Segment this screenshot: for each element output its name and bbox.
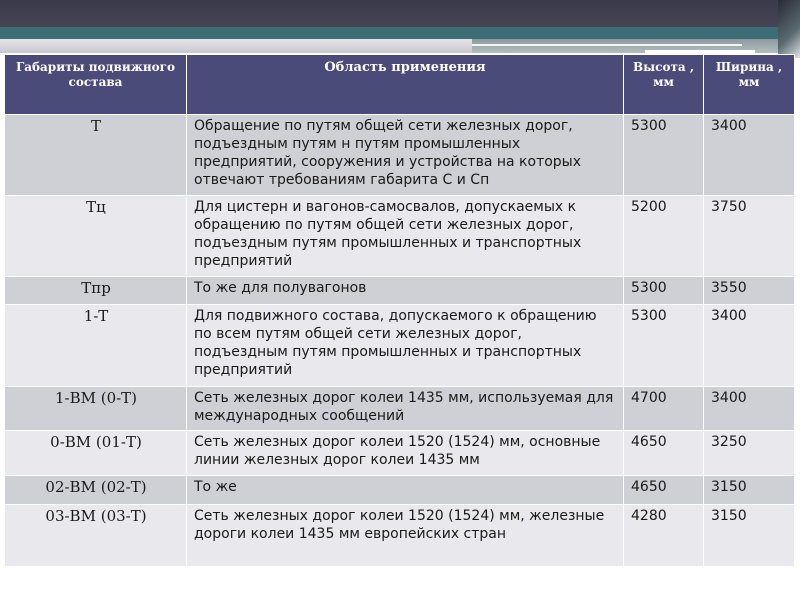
gauge-table	[4, 54, 795, 567]
gauge-code-cell: 1-ВМ (0-Т)	[5, 387, 187, 431]
application-area-cell: Для подвижного состава, допускаемого к обращению по всем путям общей сети железных дорог, подъездным путям промышленных и транспортных предприятий	[187, 305, 624, 387]
height-cell: 5300	[624, 115, 704, 196]
slide-corner-decoration	[778, 0, 800, 58]
width-cell: 3400	[704, 387, 795, 431]
table-row	[5, 277, 795, 305]
header-width: Ширина , мм	[704, 55, 795, 115]
width-cell: 3250	[704, 431, 795, 476]
width-cell: 3750	[704, 196, 795, 277]
height-cell: 4650	[624, 431, 704, 476]
application-area-cell: Сеть железных дорог колеи 1435 мм, используемая для международных сообщений	[187, 387, 624, 431]
header-application-area: Область применения	[187, 55, 624, 115]
header-height: Высота , мм	[624, 55, 704, 115]
slide-teal-band	[0, 27, 800, 39]
table-row	[5, 431, 795, 476]
application-area-cell: То же	[187, 476, 624, 505]
table-row	[5, 305, 795, 387]
slide-grey-band-left	[0, 39, 472, 53]
table-row	[5, 196, 795, 277]
application-area-cell: Сеть железных дорог колеи 1520 (1524) мм, железные дороги колеи 1435 мм европейских стран	[187, 505, 624, 567]
gauge-code-cell: Тц	[5, 196, 187, 277]
gauge-code-cell: Т	[5, 115, 187, 196]
application-area-cell: Сеть железных дорог колеи 1520 (1524) мм, основные линии железных дорог колеи 1435 мм	[187, 431, 624, 476]
gauge-code-cell: 0-ВМ (01-Т)	[5, 431, 187, 476]
gauge-code-cell: 03-ВМ (03-Т)	[5, 505, 187, 567]
application-area-cell: Обращение по путям общей сети железных дорог, подъездным путям н путям промышленных предприятий, сооружения и устройства на которых отвечают требованиям габарита С и Сп	[187, 115, 624, 196]
slide-accent-line	[472, 44, 742, 46]
table-row	[5, 476, 795, 505]
gauge-code-cell: Тпр	[5, 277, 187, 305]
width-cell: 3400	[704, 115, 795, 196]
gauge-code-cell: 1-Т	[5, 305, 187, 387]
height-cell: 4700	[624, 387, 704, 431]
slide-top-band	[0, 0, 800, 27]
height-cell: 5200	[624, 196, 704, 277]
table-row	[5, 115, 795, 196]
header-gauge: Габариты подвижного состава	[5, 55, 187, 115]
height-cell: 5300	[624, 277, 704, 305]
height-cell: 4650	[624, 476, 704, 505]
application-area-cell: Для цистерн и вагонов-самосвалов, допускаемых к обращению по путям общей сети железных дорог, подъездным путям промышленных и транспортных предприятий	[187, 196, 624, 277]
application-area-cell: То же для полувагонов	[187, 277, 624, 305]
table-header-row	[5, 55, 795, 115]
width-cell: 3150	[704, 505, 795, 567]
table-row	[5, 505, 795, 567]
width-cell: 3550	[704, 277, 795, 305]
height-cell: 5300	[624, 305, 704, 387]
width-cell: 3150	[704, 476, 795, 505]
gauge-code-cell: 02-ВМ (02-Т)	[5, 476, 187, 505]
table-row	[5, 387, 795, 431]
width-cell: 3400	[704, 305, 795, 387]
height-cell: 4280	[624, 505, 704, 567]
